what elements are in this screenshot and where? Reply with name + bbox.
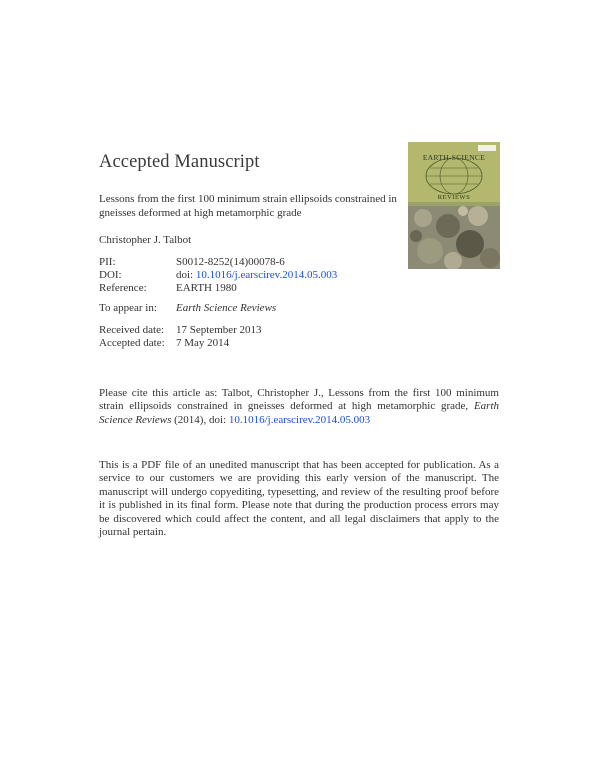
notice-paragraph: This is a PDF file of an unedited manuscript that has been accepted for publication. As a service to our customers we are providing this early version of the manuscript. The manuscript will undergo copyediting, typesetting, and review of the resulting proof before it is published in its final form. Please note that during the production process errors may be discovered which could affect the content, and all legal disclaimers that apply to the journal pertain.: [99, 459, 499, 539]
reference-label: Reference:: [99, 282, 147, 294]
journal-name: Earth Science Reviews: [176, 302, 277, 314]
cover-brand-line1: EARTH-SCIENCE: [422, 153, 486, 162]
doi-value: [176, 269, 337, 282]
citation-paragraph: [99, 387, 499, 427]
accepted-label: Accepted date:: [99, 337, 165, 349]
pii-value: S0012-8252(14)00078-6: [176, 256, 285, 268]
doi-prefix: doi:: [176, 269, 194, 281]
doi-link[interactable]: 10.1016/j.earscirev.2014.05.003: [195, 269, 338, 281]
citation-year-doi: (2014), doi:: [171, 413, 229, 426]
page-heading: Accepted Manuscript: [99, 152, 260, 172]
article-title: Lessons from the first 100 minimum strain ellipsoids constrained in gneisses deformed at high metamorphic grade: [99, 193, 397, 219]
article-author: Christopher J. Talbot: [99, 234, 192, 246]
citation-text: Please cite this article as: Talbot, Christopher J., Lessons from the first 100 minimum strain ellipsoids constrained in gneisses deformed at high metamorphic grade,: [99, 387, 499, 413]
citation-journal: Earth Science Reviews: [99, 400, 499, 426]
received-label: Received date:: [99, 324, 165, 336]
reference-value: EARTH 1980: [176, 282, 237, 294]
doi-label: DOI:: [99, 269, 122, 281]
citation-doi-link[interactable]: 10.1016/j.earscirev.2014.05.003: [228, 413, 371, 426]
appear-label: To appear in:: [99, 302, 157, 314]
accepted-date: 7 May 2014: [176, 337, 230, 349]
received-date: 17 September 2013: [176, 324, 262, 336]
cover-brand-line2: REVIEWS: [437, 194, 471, 201]
pii-label: PII:: [99, 256, 116, 268]
